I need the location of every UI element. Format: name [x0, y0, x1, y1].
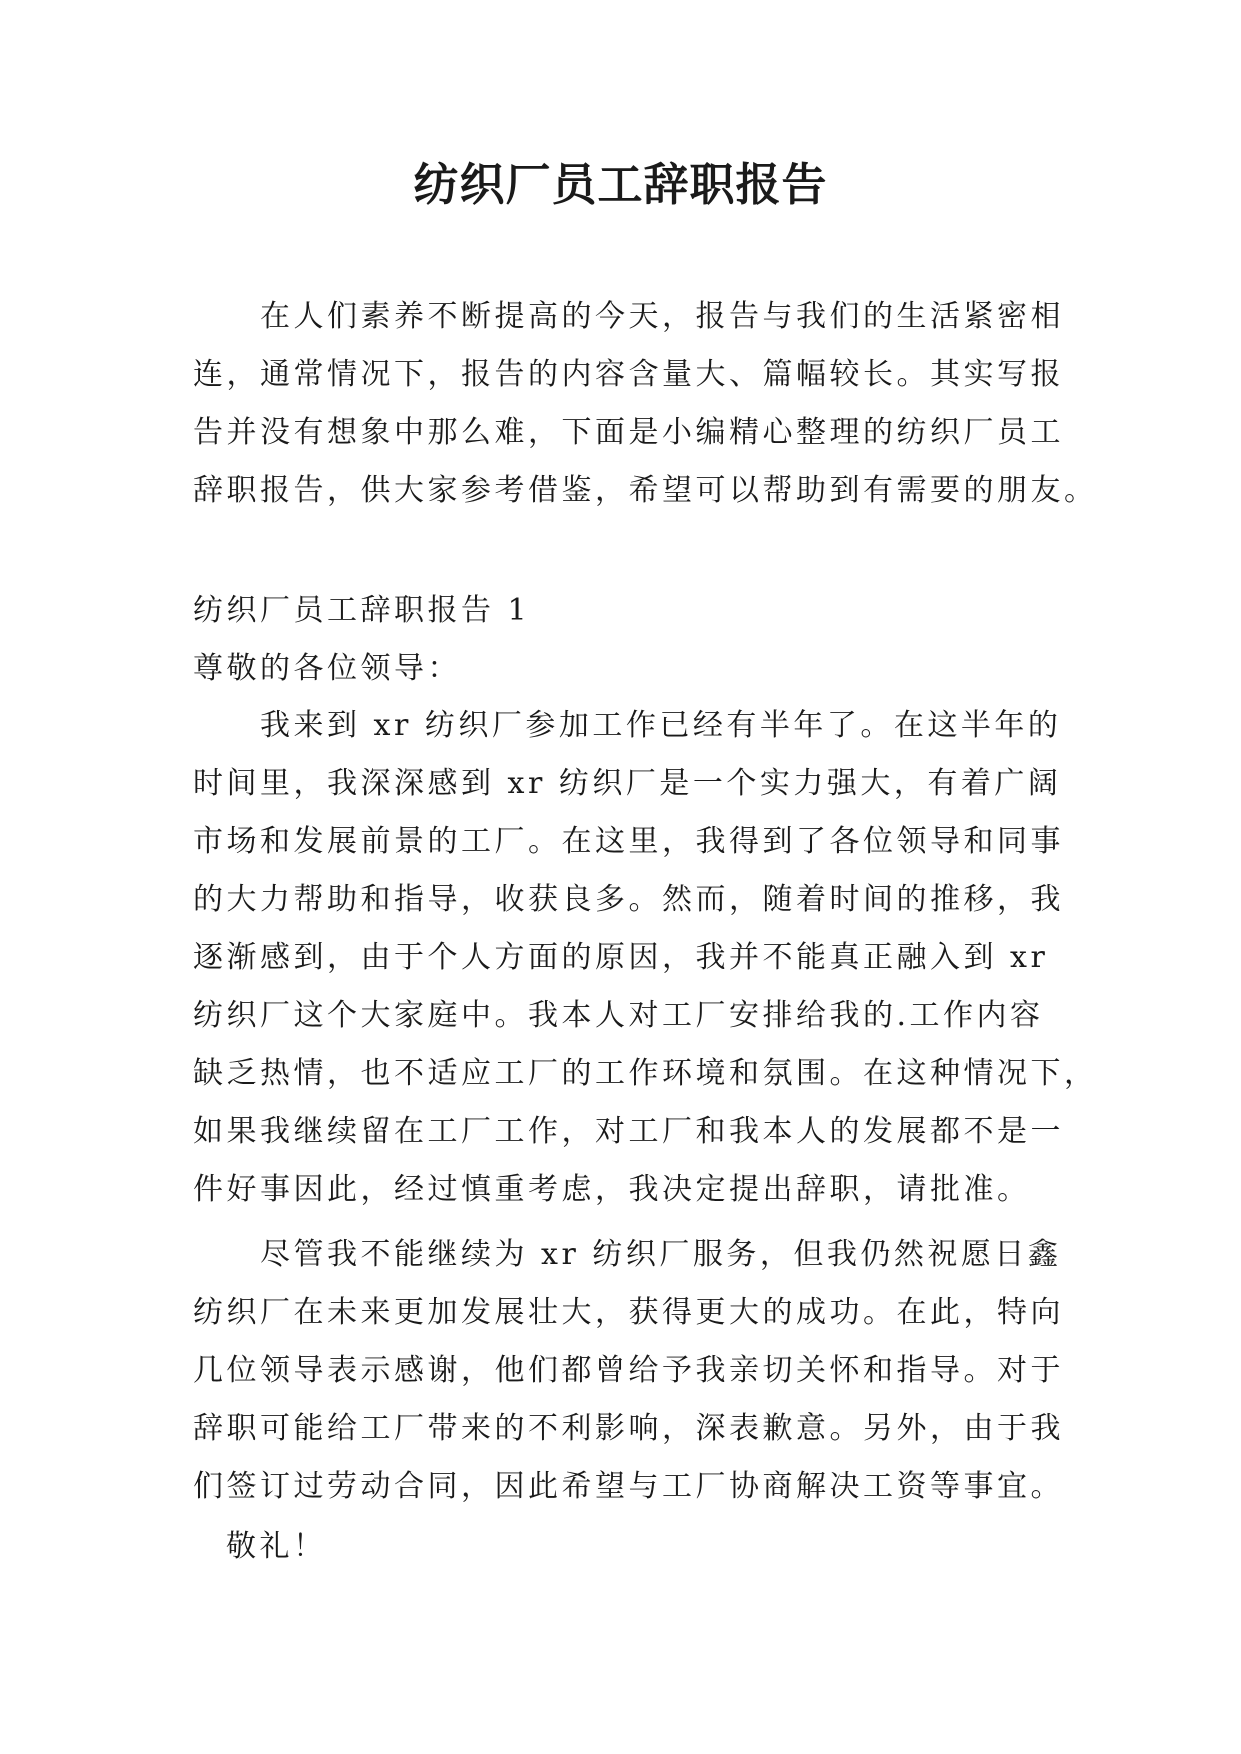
paragraph-line: 纺织厂这个大家庭中。我本人对工厂安排给我的.工作内容 [193, 998, 1044, 1033]
intro-line: 在人们素养不断提高的今天，报告与我们的生活紧密相 [193, 299, 1064, 334]
body-paragraph-1 [193, 697, 1098, 1219]
intro-line: 告并没有想象中那么难，下面是小编精心整理的纺织厂员工 [193, 415, 1064, 450]
salutation: 尊敬的各位领导： [193, 651, 461, 686]
intro-line: 辞职报告，供大家参考借鉴，希望可以帮助到有需要的朋友。 [193, 473, 1098, 508]
document-title: 纺织厂员工辞职报告 [413, 158, 828, 211]
paragraph-line: 尽管我不能继续为 xr 纺织厂服务，但我仍然祝愿日鑫 [193, 1237, 1062, 1272]
body-paragraph-2 [193, 1226, 1063, 1516]
paragraph-line: 如果我继续留在工厂工作，对工厂和我本人的发展都不是一 [193, 1114, 1064, 1149]
intro-paragraph [193, 288, 1098, 520]
intro-line: 连，通常情况下，报告的内容含量大、篇幅较长。其实写报 [193, 357, 1064, 392]
section-heading: 纺织厂员工辞职报告 1 [193, 593, 531, 628]
paragraph-line: 纺织厂在未来更加发展壮大，获得更大的成功。在此，特向 [193, 1295, 1064, 1330]
paragraph-line: 几位领导表示感谢，他们都曾给予我亲切关怀和指导。对于 [193, 1353, 1064, 1388]
paragraph-line: 缺乏热情，也不适应工厂的工作环境和氛围。在这种情况下， [193, 1056, 1098, 1091]
paragraph-line: 件好事因此，经过慎重考虑，我决定提出辞职，请批准。 [193, 1172, 1031, 1207]
paragraph-line: 时间里，我深深感到 xr 纺织厂是一个实力强大，有着广阔 [193, 766, 1062, 801]
paragraph-line: 我来到 xr 纺织厂参加工作已经有半年了。在这半年的 [193, 708, 1062, 743]
paragraph-line: 的大力帮助和指导，收获良多。然而，随着时间的推移，我 [193, 882, 1064, 917]
paragraph-line: 市场和发展前景的工厂。在这里，我得到了各位领导和同事 [193, 824, 1064, 859]
paragraph-line: 们签订过劳动合同，因此希望与工厂协商解决工资等事宜。 [193, 1469, 1064, 1504]
paragraph-line: 辞职可能给工厂带来的不利影响，深表歉意。另外，由于我 [193, 1411, 1064, 1446]
paragraph-line: 逐渐感到，由于个人方面的原因，我并不能真正融入到 xr [193, 940, 1049, 975]
closing-salute: 敬礼！ [226, 1529, 327, 1564]
